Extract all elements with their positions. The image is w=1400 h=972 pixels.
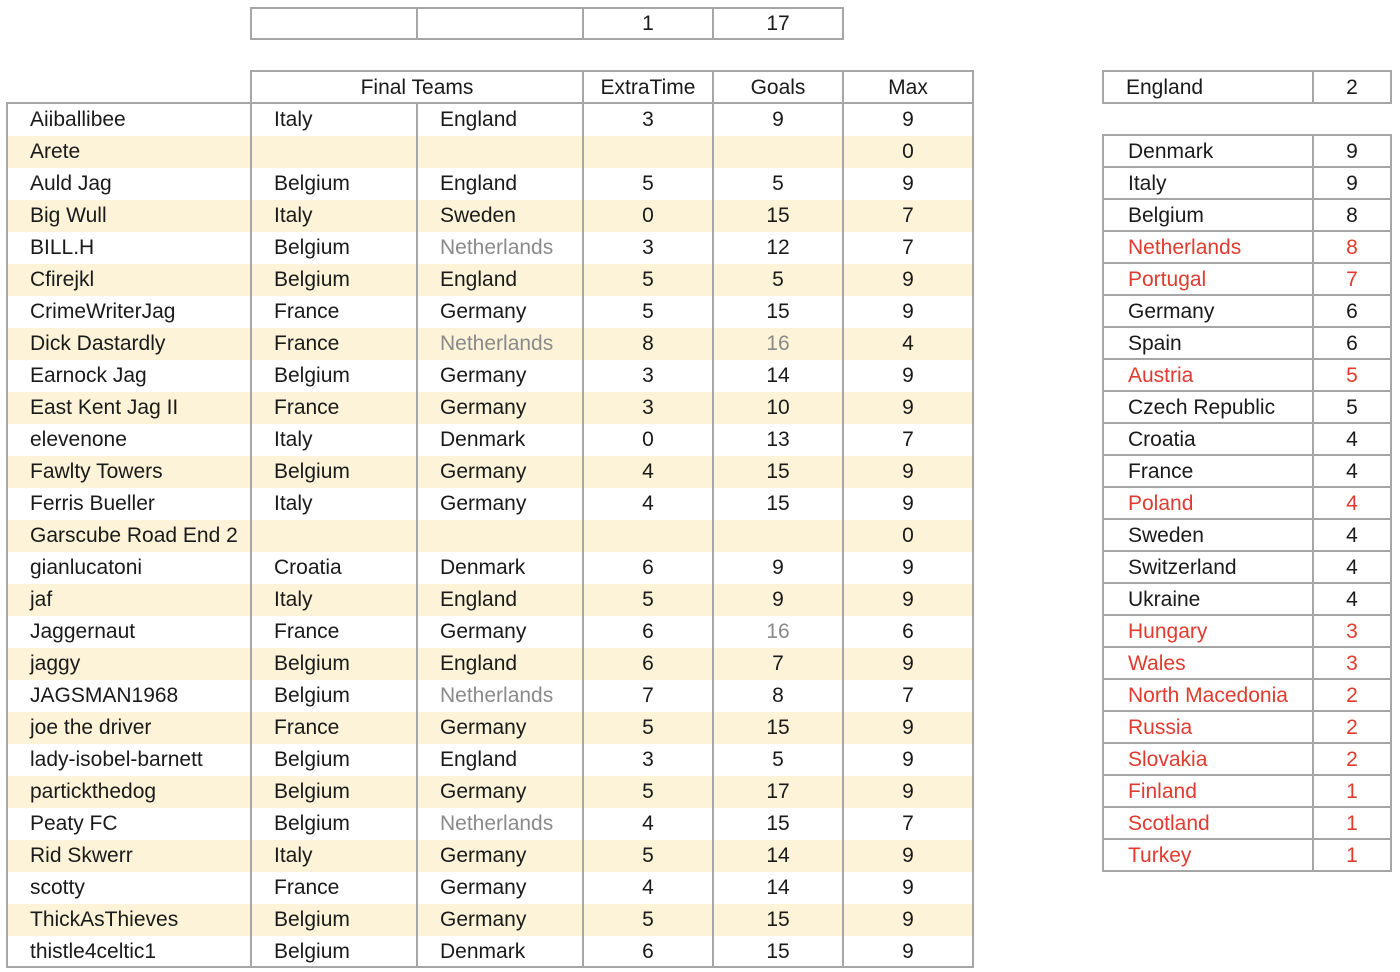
final-team-1[interactable]: France	[274, 876, 340, 899]
final-team-1[interactable]: France	[274, 716, 340, 739]
summary-team-count[interactable]: 8	[1346, 236, 1358, 259]
final-team-2[interactable]: Germany	[440, 396, 527, 419]
final-team-2[interactable]: Germany	[440, 300, 527, 323]
summary-team-count[interactable]: 1	[1346, 812, 1358, 835]
player-name[interactable]: Jaggernaut	[30, 620, 136, 643]
extra-time-cell[interactable]	[584, 520, 712, 552]
summary-team-name[interactable]: Wales	[1128, 652, 1186, 675]
summary-team-count[interactable]: 8	[1346, 204, 1358, 227]
summary-team-count[interactable]: 5	[1346, 364, 1358, 387]
goals-cell[interactable]: 15	[766, 716, 790, 739]
header-final-teams: Final Teams	[360, 76, 474, 99]
final-team-2[interactable]: Netherlands	[440, 332, 554, 355]
summary-right-border	[1390, 134, 1392, 872]
final-team-2[interactable]: Denmark	[440, 556, 526, 579]
max-cell[interactable]: 9	[902, 908, 914, 931]
top-row-cell-2[interactable]	[416, 7, 584, 40]
final-team-1[interactable]: Italy	[274, 844, 313, 867]
summary-team-count[interactable]: 4	[1346, 460, 1358, 483]
goals-cell[interactable]: 15	[766, 908, 790, 931]
player-name[interactable]: Big Wull	[30, 204, 107, 227]
max-cell[interactable]: 6	[902, 620, 914, 643]
summary-team-name[interactable]: Russia	[1128, 716, 1193, 739]
goals-cell[interactable]: 12	[766, 236, 790, 259]
goals-cell[interactable]: 13	[766, 428, 790, 451]
final-team-1[interactable]	[252, 136, 416, 168]
final-team-1[interactable]: Belgium	[274, 684, 350, 707]
goals-cell[interactable]: 8	[772, 684, 784, 707]
max-cell[interactable]: 7	[902, 236, 914, 259]
player-name[interactable]: Ferris Bueller	[30, 492, 155, 515]
goals-cell[interactable]: 16	[766, 620, 790, 643]
top-row-cell-1[interactable]	[250, 7, 418, 40]
final-team-1[interactable]: Belgium	[274, 908, 350, 931]
max-cell[interactable]: 9	[902, 108, 914, 131]
extra-time-cell[interactable]: 3	[642, 236, 654, 259]
extra-time-cell[interactable]: 5	[642, 588, 654, 611]
goals-cell[interactable]: 5	[772, 172, 784, 195]
final-team-1[interactable]: Belgium	[274, 236, 350, 259]
final-team-2[interactable]: Germany	[440, 492, 527, 515]
final-team-2[interactable]: England	[440, 588, 518, 611]
summary-team-count[interactable]: 9	[1346, 172, 1358, 195]
final-team-1[interactable]: Belgium	[274, 652, 350, 675]
final-team-1[interactable]: Belgium	[274, 780, 350, 803]
final-team-1[interactable]: France	[274, 620, 340, 643]
extra-time-cell[interactable]: 7	[642, 684, 654, 707]
max-cell[interactable]: 9	[902, 396, 914, 419]
extra-time-cell[interactable]: 4	[642, 492, 654, 515]
final-team-2[interactable]: Germany	[440, 780, 527, 803]
summary-team-name[interactable]: Italy	[1128, 172, 1167, 195]
max-cell[interactable]: 9	[902, 716, 914, 739]
goals-cell[interactable]: 15	[766, 300, 790, 323]
final-team-2[interactable]: Denmark	[440, 940, 526, 963]
goals-cell[interactable]: 9	[772, 108, 784, 131]
final-team-2[interactable]: Denmark	[440, 428, 526, 451]
max-cell[interactable]: 7	[902, 428, 914, 451]
extra-time-cell[interactable]: 4	[642, 876, 654, 899]
player-name[interactable]: Garscube Road End 2	[30, 524, 238, 547]
goals-cell[interactable]	[714, 136, 842, 168]
goals-cell[interactable]: 14	[766, 876, 790, 899]
summary-team-count[interactable]: 3	[1346, 652, 1358, 675]
final-team-1[interactable]: Italy	[274, 108, 313, 131]
final-team-1[interactable]: Belgium	[274, 172, 350, 195]
final-team-1[interactable]: Belgium	[274, 748, 350, 771]
extra-time-cell[interactable]: 8	[642, 332, 654, 355]
final-team-1[interactable]: Belgium	[274, 364, 350, 387]
max-cell[interactable]: 9	[902, 652, 914, 675]
summary-team-count[interactable]: 7	[1346, 268, 1358, 291]
summary-team-name[interactable]: Turkey	[1128, 844, 1192, 867]
final-team-1[interactable]: France	[274, 332, 340, 355]
extra-time-cell[interactable]: 3	[642, 396, 654, 419]
final-team-2[interactable]: Sweden	[440, 204, 516, 227]
player-name[interactable]: BILL.H	[30, 236, 95, 259]
final-team-2[interactable]: England	[440, 268, 518, 291]
extra-time-cell[interactable]: 4	[642, 812, 654, 835]
player-name[interactable]: East Kent Jag II	[30, 396, 179, 419]
final-team-1[interactable]	[252, 520, 416, 552]
max-cell[interactable]: 0	[902, 524, 914, 547]
extra-time-cell[interactable]	[584, 136, 712, 168]
extra-time-cell[interactable]: 5	[642, 300, 654, 323]
top-row-value-2: 17	[766, 12, 790, 35]
goals-cell[interactable]: 14	[766, 844, 790, 867]
max-cell[interactable]: 4	[902, 332, 914, 355]
summary-top-team: England	[1126, 76, 1204, 99]
player-name[interactable]: Rid Skwerr	[30, 844, 133, 867]
summary-team-name[interactable]: Czech Republic	[1128, 396, 1276, 419]
extra-time-cell[interactable]: 3	[642, 364, 654, 387]
header-extra-time: ExtraTime	[600, 76, 696, 99]
summary-team-name[interactable]: Hungary	[1128, 620, 1208, 643]
extra-time-cell[interactable]: 6	[642, 620, 654, 643]
goals-cell[interactable]: 15	[766, 940, 790, 963]
summary-team-name[interactable]: Scotland	[1128, 812, 1210, 835]
goals-cell[interactable]: 9	[772, 588, 784, 611]
summary-team-count[interactable]: 6	[1346, 332, 1358, 355]
summary-team-name[interactable]: Belgium	[1128, 204, 1204, 227]
summary-team-count[interactable]: 4	[1346, 588, 1358, 611]
summary-team-name[interactable]: Sweden	[1128, 524, 1204, 547]
final-team-2[interactable]: Germany	[440, 876, 527, 899]
summary-team-count[interactable]: 1	[1346, 780, 1358, 803]
player-name[interactable]: CrimeWriterJag	[30, 300, 176, 323]
goals-cell[interactable]: 7	[772, 652, 784, 675]
goals-cell[interactable]	[714, 520, 842, 552]
player-name[interactable]: scotty	[30, 876, 85, 899]
final-team-2[interactable]: England	[440, 108, 518, 131]
final-team-2[interactable]: Germany	[440, 908, 527, 931]
max-cell[interactable]: 9	[902, 268, 914, 291]
final-team-1[interactable]: Italy	[274, 492, 313, 515]
goals-cell[interactable]: 5	[772, 268, 784, 291]
extra-time-cell[interactable]: 5	[642, 844, 654, 867]
summary-team-count[interactable]: 4	[1346, 428, 1358, 451]
summary-team-count[interactable]: 4	[1346, 492, 1358, 515]
player-name[interactable]: Cfirejkl	[30, 268, 95, 291]
summary-team-count[interactable]: 2	[1346, 748, 1358, 771]
max-cell[interactable]: 9	[902, 460, 914, 483]
summary-team-name[interactable]: Slovakia	[1128, 748, 1208, 771]
summary-team-name[interactable]: North Macedonia	[1128, 684, 1288, 707]
player-name[interactable]: JAGSMAN1968	[30, 684, 179, 707]
player-name[interactable]: jaggy	[30, 652, 81, 675]
summary-team-name[interactable]: France	[1128, 460, 1194, 483]
extra-time-cell[interactable]: 4	[642, 460, 654, 483]
final-team-2[interactable]: Netherlands	[440, 684, 554, 707]
max-cell[interactable]: 9	[902, 364, 914, 387]
summary-team-count[interactable]: 2	[1346, 684, 1358, 707]
summary-team-count[interactable]: 1	[1346, 844, 1358, 867]
extra-time-cell[interactable]: 5	[642, 268, 654, 291]
extra-time-cell[interactable]: 0	[642, 204, 654, 227]
final-team-2[interactable]: Germany	[440, 844, 527, 867]
player-name[interactable]: lady-isobel-barnett	[30, 748, 203, 771]
final-team-1[interactable]: Italy	[274, 428, 313, 451]
goals-cell[interactable]: 15	[766, 204, 790, 227]
goals-cell[interactable]: 17	[766, 780, 790, 803]
final-team-2[interactable]: Netherlands	[440, 236, 554, 259]
summary-team-name[interactable]: Croatia	[1128, 428, 1196, 451]
player-name[interactable]: Aiiballibee	[30, 108, 126, 131]
extra-time-cell[interactable]: 5	[642, 172, 654, 195]
final-team-1[interactable]: Italy	[274, 588, 313, 611]
final-team-2[interactable]	[418, 136, 582, 168]
final-team-1[interactable]: Belgium	[274, 460, 350, 483]
extra-time-cell[interactable]: 6	[642, 652, 654, 675]
summary-team-name[interactable]: Poland	[1128, 492, 1194, 515]
final-team-2[interactable]: Germany	[440, 364, 527, 387]
table-right-border	[972, 102, 974, 968]
summary-team-name[interactable]: Denmark	[1128, 140, 1214, 163]
max-cell[interactable]: 9	[902, 876, 914, 899]
extra-time-cell[interactable]: 3	[642, 108, 654, 131]
summary-team-name[interactable]: Finland	[1128, 780, 1197, 803]
final-team-1[interactable]: France	[274, 300, 340, 323]
max-cell[interactable]: 9	[902, 588, 914, 611]
summary-team-count[interactable]: 9	[1346, 140, 1358, 163]
final-team-1[interactable]: France	[274, 396, 340, 419]
summary-team-name[interactable]: Ukraine	[1128, 588, 1201, 611]
max-cell[interactable]: 7	[902, 204, 914, 227]
max-cell[interactable]: 9	[902, 940, 914, 963]
player-name[interactable]: thistle4celtic1	[30, 940, 157, 963]
max-cell[interactable]: 9	[902, 172, 914, 195]
max-cell[interactable]: 9	[902, 780, 914, 803]
summary-team-count[interactable]: 2	[1346, 716, 1358, 739]
player-name[interactable]: gianlucatoni	[30, 556, 143, 579]
player-name[interactable]: Fawlty Towers	[30, 460, 163, 483]
max-cell[interactable]: 9	[902, 492, 914, 515]
summary-team-count[interactable]: 3	[1346, 620, 1358, 643]
summary-team-count[interactable]: 4	[1346, 556, 1358, 579]
goals-cell[interactable]: 9	[772, 556, 784, 579]
final-team-2[interactable]: Netherlands	[440, 812, 554, 835]
summary-team-name[interactable]: Netherlands	[1128, 236, 1242, 259]
final-team-2[interactable]	[418, 520, 582, 552]
summary-team-name[interactable]: Spain	[1128, 332, 1182, 355]
player-name[interactable]: partickthedog	[30, 780, 157, 803]
summary-team-count[interactable]: 5	[1346, 396, 1358, 419]
summary-team-count[interactable]: 6	[1346, 300, 1358, 323]
extra-time-cell[interactable]: 5	[642, 716, 654, 739]
summary-team-name[interactable]: Switzerland	[1128, 556, 1237, 579]
extra-time-cell[interactable]: 5	[642, 908, 654, 931]
final-team-1[interactable]: Belgium	[274, 268, 350, 291]
goals-cell[interactable]: 14	[766, 364, 790, 387]
extra-time-cell[interactable]: 6	[642, 940, 654, 963]
final-team-1[interactable]: Italy	[274, 204, 313, 227]
goals-cell[interactable]: 5	[772, 748, 784, 771]
max-cell[interactable]: 9	[902, 300, 914, 323]
final-team-1[interactable]: Croatia	[274, 556, 342, 579]
goals-cell[interactable]: 10	[766, 396, 790, 419]
final-team-2[interactable]: England	[440, 172, 518, 195]
goals-cell[interactable]: 16	[766, 332, 790, 355]
player-name[interactable]: elevenone	[30, 428, 127, 451]
summary-team-count[interactable]: 4	[1346, 524, 1358, 547]
max-cell[interactable]: 7	[902, 684, 914, 707]
header-max: Max	[888, 76, 928, 99]
summary-team-name[interactable]: Germany	[1128, 300, 1215, 323]
final-team-2[interactable]: Germany	[440, 620, 527, 643]
extra-time-cell[interactable]: 0	[642, 428, 654, 451]
player-name[interactable]: Peaty FC	[30, 812, 118, 835]
player-name[interactable]: Arete	[30, 140, 81, 163]
final-team-2[interactable]: Germany	[440, 716, 527, 739]
max-cell[interactable]: 9	[902, 748, 914, 771]
player-name[interactable]: jaf	[30, 588, 53, 611]
player-name[interactable]: Dick Dastardly	[30, 332, 166, 355]
summary-team-name[interactable]: Portugal	[1128, 268, 1207, 291]
max-cell[interactable]: 7	[902, 812, 914, 835]
final-team-2[interactable]: England	[440, 748, 518, 771]
player-name[interactable]: Earnock Jag	[30, 364, 147, 387]
goals-cell[interactable]: 15	[766, 460, 790, 483]
player-name[interactable]: ThickAsThieves	[30, 908, 179, 931]
player-name[interactable]: Auld Jag	[30, 172, 112, 195]
max-cell[interactable]: 0	[902, 140, 914, 163]
summary-team-name[interactable]: Austria	[1128, 364, 1194, 387]
goals-cell[interactable]: 15	[766, 492, 790, 515]
player-name[interactable]: joe the driver	[30, 716, 152, 739]
header-goals: Goals	[750, 76, 806, 99]
summary-top-count: 2	[1346, 76, 1358, 99]
top-row-value-1: 1	[642, 12, 654, 35]
final-team-2[interactable]: Germany	[440, 460, 527, 483]
goals-cell[interactable]: 15	[766, 812, 790, 835]
final-team-1[interactable]: Belgium	[274, 812, 350, 835]
extra-time-cell[interactable]: 6	[642, 556, 654, 579]
extra-time-cell[interactable]: 5	[642, 780, 654, 803]
summary-bottom-line	[1102, 870, 1392, 872]
max-cell[interactable]: 9	[902, 556, 914, 579]
final-team-1[interactable]: Belgium	[274, 940, 350, 963]
final-team-2[interactable]: England	[440, 652, 518, 675]
extra-time-cell[interactable]: 3	[642, 748, 654, 771]
max-cell[interactable]: 9	[902, 844, 914, 867]
